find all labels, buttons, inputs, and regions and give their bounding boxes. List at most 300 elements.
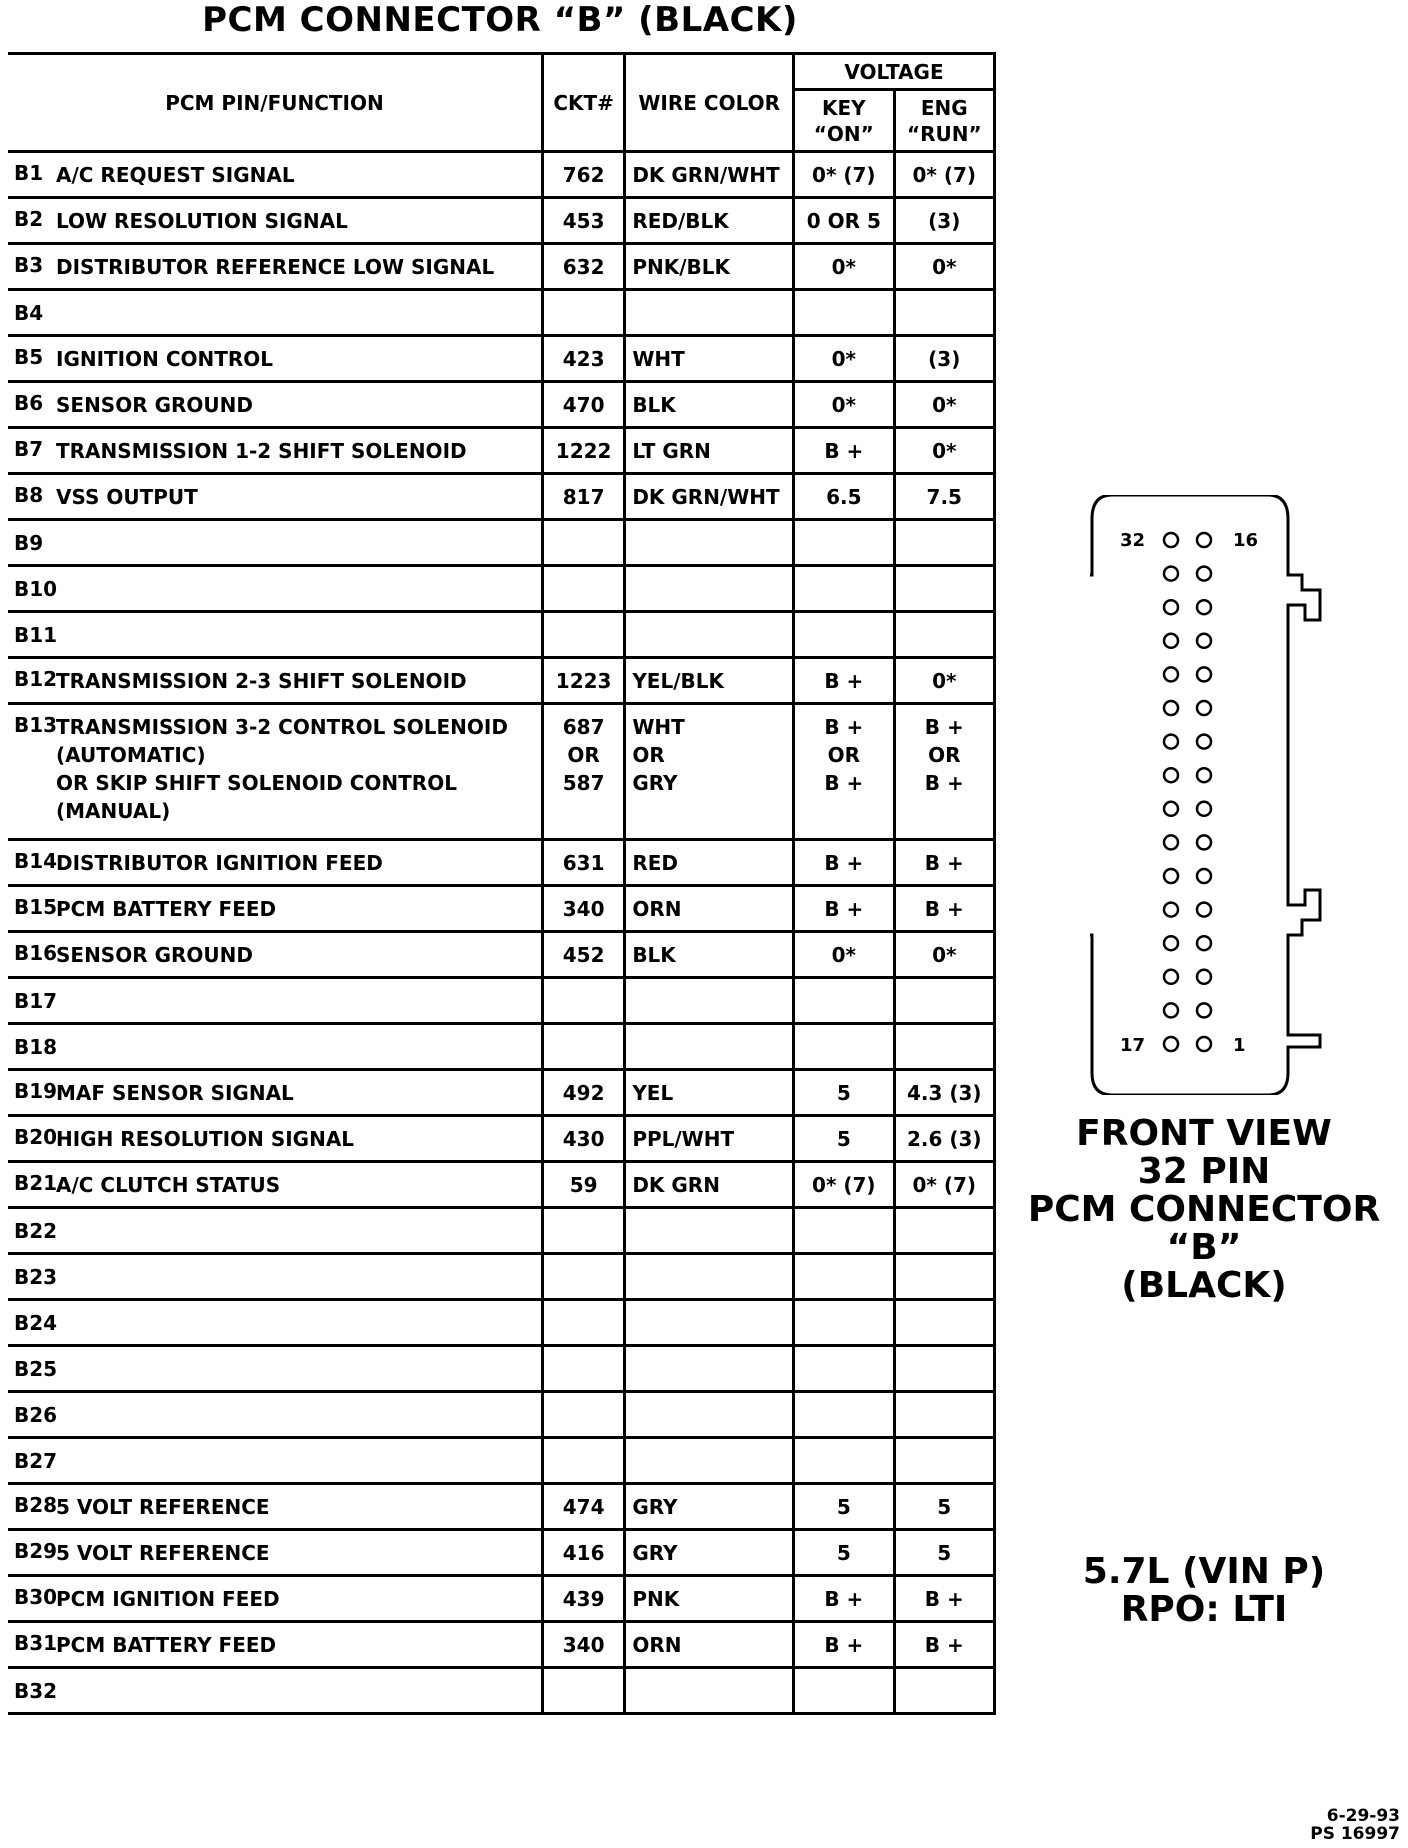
pin-hole-icon xyxy=(1197,735,1211,749)
wire-color-cell xyxy=(625,382,794,428)
table-row xyxy=(8,612,995,658)
engine-caption xyxy=(1000,1553,1408,1629)
eng-run-cell-line: 0* (7) xyxy=(912,162,977,187)
pin-function xyxy=(56,437,467,465)
pin-function-line: TRANSMISSION 1-2 SHIFT SOLENOID xyxy=(56,438,467,463)
pin-function xyxy=(56,1585,280,1613)
pin-hole-icon xyxy=(1164,1003,1178,1017)
pin-hole-icon xyxy=(1197,768,1211,782)
pin-id: B10 xyxy=(14,576,58,601)
header-voltage: VOLTAGE xyxy=(794,54,995,90)
table-row xyxy=(8,1024,995,1070)
eng-run-cell-line: B + xyxy=(924,1586,964,1611)
key-on-cell-line: B + xyxy=(824,850,864,875)
pin-id: B25 xyxy=(14,1356,58,1381)
eng-run-cell xyxy=(894,1300,994,1346)
wire-color-cell-line: YEL xyxy=(632,1080,674,1105)
wire-color-cell xyxy=(625,1346,794,1392)
eng-run-cell-line: 0* xyxy=(932,942,957,967)
pin-id: B23 xyxy=(14,1264,58,1289)
pin-function-cell xyxy=(8,932,542,978)
eng-run-cell xyxy=(894,1530,994,1576)
key-on-cell-line: 0 OR 5 xyxy=(806,208,881,233)
pin-id: B22 xyxy=(14,1218,58,1243)
pin-id: B3 xyxy=(14,252,44,277)
eng-run-cell-line: OR xyxy=(928,743,961,767)
ckt-cell xyxy=(542,428,624,474)
key-on-cell xyxy=(794,932,894,978)
pin-function-cell xyxy=(8,1162,542,1208)
wire-color-cell xyxy=(625,840,794,886)
pin-function-cell xyxy=(8,1254,542,1300)
pin-id: B32 xyxy=(14,1678,58,1703)
pin-id: B29 xyxy=(14,1538,58,1563)
key-on-cell xyxy=(794,566,894,612)
table-row xyxy=(8,198,995,244)
pin-function-line: SENSOR GROUND xyxy=(56,392,253,417)
wire-color-cell-line: DK GRN/WHT xyxy=(632,162,780,187)
eng-run-cell xyxy=(894,1668,994,1714)
pin-function-line: (AUTOMATIC) xyxy=(56,743,206,767)
pin-id: B12 xyxy=(14,666,58,691)
pin-function-cell xyxy=(8,1484,542,1530)
pin-function-line: A/C REQUEST SIGNAL xyxy=(56,162,295,187)
pin-hole-icon xyxy=(1197,903,1211,917)
pin-function-cell xyxy=(8,1622,542,1668)
ckt-cell xyxy=(542,704,624,840)
pin-id: B15 xyxy=(14,894,58,919)
pin-id: B19 xyxy=(14,1078,58,1103)
pin-holes xyxy=(1164,533,1211,1051)
table-row xyxy=(8,1116,995,1162)
pin-hole-icon xyxy=(1197,970,1211,984)
eng-run-cell xyxy=(894,704,994,840)
table-row xyxy=(8,1484,995,1530)
table-row xyxy=(8,152,995,198)
key-on-cell xyxy=(794,1668,894,1714)
ckt-cell-line: 687 xyxy=(562,715,605,739)
wire-color-cell xyxy=(625,1208,794,1254)
key-on-cell-line: 5 xyxy=(836,1080,851,1105)
pin-id: B6 xyxy=(14,390,44,415)
pin-function-line: DISTRIBUTOR REFERENCE LOW SIGNAL xyxy=(56,254,495,279)
ckt-cell xyxy=(542,1116,624,1162)
pin-id: B4 xyxy=(14,300,44,325)
pin-function xyxy=(56,253,494,281)
eng-run-cell xyxy=(894,520,994,566)
key-on-cell-line: 0* xyxy=(831,942,856,967)
pin-function xyxy=(56,1079,294,1107)
pin-function-line: DISTRIBUTOR IGNITION FEED xyxy=(56,850,383,875)
key-on-cell xyxy=(794,1622,894,1668)
eng-run-cell-line: 0* xyxy=(932,668,957,693)
pin-function-cell xyxy=(8,1576,542,1622)
table-row xyxy=(8,978,995,1024)
table-row xyxy=(8,1392,995,1438)
ckt-cell xyxy=(542,840,624,886)
wire-color-cell-line: YEL/BLK xyxy=(632,668,724,693)
ckt-cell xyxy=(542,1346,624,1392)
key-on-cell xyxy=(794,336,894,382)
key-on-cell xyxy=(794,1070,894,1116)
pin-hole-icon xyxy=(1197,533,1211,547)
pin-hole-icon xyxy=(1197,1003,1211,1017)
wire-color-cell-line: BLK xyxy=(632,392,676,417)
pin-function-cell xyxy=(8,566,542,612)
pin-function-cell xyxy=(8,1438,542,1484)
table-row xyxy=(8,336,995,382)
pin-function-line: (MANUAL) xyxy=(56,799,171,823)
wire-color-cell-line: LT GRN xyxy=(632,438,711,463)
wire-color-cell xyxy=(625,612,794,658)
ckt-cell xyxy=(542,1438,624,1484)
key-on-cell-line: 5 xyxy=(836,1540,851,1565)
table-row xyxy=(8,428,995,474)
eng-run-cell xyxy=(894,1438,994,1484)
table-row xyxy=(8,704,995,840)
eng-run-cell xyxy=(894,1346,994,1392)
pin-function-line: OR SKIP SHIFT SOLENOID CONTROL xyxy=(56,771,457,795)
key-on-cell xyxy=(794,1438,894,1484)
wire-color-cell xyxy=(625,1530,794,1576)
footer-date: 6-29-93 xyxy=(1326,1806,1400,1826)
wire-color-cell xyxy=(625,978,794,1024)
pin-function-cell xyxy=(8,1346,542,1392)
table-row xyxy=(8,1162,995,1208)
header-wire-color: WIRE COLOR xyxy=(625,54,794,152)
caption-line-2: 32 PIN xyxy=(1137,1151,1271,1192)
key-on-cell xyxy=(794,658,894,704)
wire-color-cell xyxy=(625,428,794,474)
key-on-cell xyxy=(794,1346,894,1392)
pin-hole-icon xyxy=(1197,600,1211,614)
pin-hole-icon xyxy=(1164,701,1178,715)
table-row xyxy=(8,1254,995,1300)
key-on-cell-line: 0* xyxy=(831,346,856,371)
eng-run-cell xyxy=(894,658,994,704)
connector-label-32: 32 xyxy=(1119,530,1145,551)
ckt-cell-line: 1222 xyxy=(555,438,612,463)
table-row xyxy=(8,1438,995,1484)
eng-run-cell xyxy=(894,1116,994,1162)
ckt-cell-line: 430 xyxy=(562,1126,605,1151)
pin-hole-icon xyxy=(1197,802,1211,816)
ckt-cell-line: 817 xyxy=(562,484,605,509)
header-eng-run-line2: “RUN” xyxy=(906,121,982,146)
pin-function xyxy=(56,1171,280,1199)
wire-color-cell xyxy=(625,1622,794,1668)
key-on-cell xyxy=(794,474,894,520)
pin-function xyxy=(56,391,253,419)
connector-label-16: 16 xyxy=(1233,530,1259,551)
pin-hole-icon xyxy=(1197,701,1211,715)
pin-function-line: TRANSMISSION 3-2 CONTROL SOLENOID xyxy=(56,715,508,739)
wire-color-cell xyxy=(625,1070,794,1116)
eng-run-cell xyxy=(894,336,994,382)
pin-id: B31 xyxy=(14,1630,58,1655)
pin-function-cell xyxy=(8,1300,542,1346)
wire-color-cell xyxy=(625,1576,794,1622)
wire-color-cell xyxy=(625,198,794,244)
wire-color-cell xyxy=(625,520,794,566)
pin-function-cell xyxy=(8,1530,542,1576)
pin-id: B18 xyxy=(14,1034,58,1059)
header-eng-run xyxy=(894,90,994,152)
pin-function-line: PCM BATTERY FEED xyxy=(56,1632,277,1657)
pin-hole-icon xyxy=(1164,768,1178,782)
pin-function xyxy=(56,345,273,373)
pin-function-line: IGNITION CONTROL xyxy=(56,346,274,371)
wire-color-cell-line: DK GRN/WHT xyxy=(632,484,780,509)
table-row xyxy=(8,1530,995,1576)
pin-function xyxy=(56,1125,354,1153)
eng-run-cell xyxy=(894,612,994,658)
pin-id: B28 xyxy=(14,1492,58,1517)
eng-run-cell xyxy=(894,566,994,612)
eng-run-cell xyxy=(894,1622,994,1668)
ckt-cell-line: 631 xyxy=(562,850,605,875)
pin-id: B24 xyxy=(14,1310,58,1335)
ckt-cell-line: 439 xyxy=(562,1586,605,1611)
table-row xyxy=(8,1208,995,1254)
eng-run-cell xyxy=(894,1484,994,1530)
table-row xyxy=(8,840,995,886)
eng-run-cell-line: 2.6 (3) xyxy=(906,1126,982,1151)
wire-color-cell-line: PPL/WHT xyxy=(632,1126,735,1151)
key-on-cell xyxy=(794,1208,894,1254)
pin-id: B2 xyxy=(14,206,44,231)
table-row xyxy=(8,290,995,336)
pin-hole-icon xyxy=(1164,1037,1178,1051)
ckt-cell-line: 452 xyxy=(562,942,605,967)
key-on-cell xyxy=(794,244,894,290)
pin-function-cell xyxy=(8,382,542,428)
key-on-cell xyxy=(794,886,894,932)
eng-run-cell-line: (3) xyxy=(928,208,961,233)
ckt-cell-line: 59 xyxy=(569,1172,598,1197)
key-on-cell xyxy=(794,198,894,244)
key-on-cell xyxy=(794,428,894,474)
pin-function-cell xyxy=(8,612,542,658)
pin-function xyxy=(56,207,348,235)
pin-hole-icon xyxy=(1197,869,1211,883)
ckt-cell-line: 587 xyxy=(562,771,605,795)
eng-run-cell xyxy=(894,840,994,886)
pin-function-cell xyxy=(8,1116,542,1162)
wire-color-cell xyxy=(625,1024,794,1070)
header-pin-function: PCM PIN/FUNCTION xyxy=(8,54,542,152)
key-on-cell xyxy=(794,1392,894,1438)
pin-hole-icon xyxy=(1164,936,1178,950)
eng-run-cell-line: B + xyxy=(924,896,964,921)
wire-color-cell xyxy=(625,336,794,382)
ckt-cell xyxy=(542,1162,624,1208)
pin-hole-icon xyxy=(1197,567,1211,581)
eng-run-cell-line: 0* xyxy=(932,392,957,417)
pin-function xyxy=(56,667,467,695)
table-row xyxy=(8,886,995,932)
eng-run-cell-line: 5 xyxy=(937,1494,952,1519)
key-on-cell-line: 5 xyxy=(836,1494,851,1519)
ckt-cell xyxy=(542,1668,624,1714)
pin-function-cell xyxy=(8,1392,542,1438)
pin-function-cell xyxy=(8,886,542,932)
eng-run-cell-line: B + xyxy=(924,1632,964,1657)
wire-color-cell xyxy=(625,152,794,198)
pin-table-body xyxy=(8,152,995,1714)
eng-run-cell xyxy=(894,474,994,520)
eng-run-cell xyxy=(894,244,994,290)
pin-id: B7 xyxy=(14,436,44,461)
key-on-cell-line: 6.5 xyxy=(826,484,862,509)
ckt-cell xyxy=(542,932,624,978)
table-row xyxy=(8,1622,995,1668)
footer-ps-number: PS 16997 xyxy=(1310,1824,1400,1844)
pin-id: B20 xyxy=(14,1124,58,1149)
wire-color-cell xyxy=(625,886,794,932)
engine-line-2: RPO: LTI xyxy=(1120,1589,1288,1630)
table-row xyxy=(8,1668,995,1714)
ckt-cell xyxy=(542,1622,624,1668)
connector-outline-icon xyxy=(1090,495,1320,1095)
pin-function-line: 5 VOLT REFERENCE xyxy=(56,1540,270,1565)
pin-function xyxy=(56,1539,270,1567)
pin-function-cell xyxy=(8,290,542,336)
pin-function-cell xyxy=(8,244,542,290)
eng-run-cell xyxy=(894,886,994,932)
ckt-cell xyxy=(542,1530,624,1576)
wire-color-cell xyxy=(625,1162,794,1208)
ckt-cell xyxy=(542,290,624,336)
table-row xyxy=(8,520,995,566)
key-on-cell-line: B + xyxy=(824,668,864,693)
pin-hole-icon xyxy=(1164,634,1178,648)
ckt-cell-line: 474 xyxy=(562,1494,605,1519)
eng-run-cell-line: (3) xyxy=(928,346,961,371)
ckt-cell xyxy=(542,474,624,520)
engine-line-1: 5.7L (VIN P) xyxy=(1082,1551,1326,1592)
eng-run-cell xyxy=(894,1162,994,1208)
table-row xyxy=(8,566,995,612)
wire-color-cell xyxy=(625,1254,794,1300)
key-on-cell xyxy=(794,1300,894,1346)
header-key-on-line1: KEY xyxy=(821,95,866,120)
pin-id: B21 xyxy=(14,1170,58,1195)
ckt-cell xyxy=(542,1484,624,1530)
pin-id: B1 xyxy=(14,160,44,185)
eng-run-cell xyxy=(894,290,994,336)
pin-function xyxy=(56,161,295,189)
eng-run-cell xyxy=(894,198,994,244)
pin-hole-icon xyxy=(1197,835,1211,849)
caption-line-3: PCM CONNECTOR “B” xyxy=(1027,1189,1381,1268)
wire-color-cell xyxy=(625,1116,794,1162)
pin-function xyxy=(56,895,276,923)
eng-run-cell xyxy=(894,382,994,428)
ckt-cell xyxy=(542,244,624,290)
wire-color-cell xyxy=(625,566,794,612)
ckt-cell xyxy=(542,1392,624,1438)
pin-function-line: TRANSMISSION 2-3 SHIFT SOLENOID xyxy=(56,668,467,693)
ckt-cell-line: 423 xyxy=(562,346,605,371)
pin-id: B26 xyxy=(14,1402,58,1427)
wire-color-cell-line: RED xyxy=(632,850,678,875)
ckt-cell-line: 762 xyxy=(562,162,605,187)
wire-color-cell-line: GRY xyxy=(632,771,678,795)
ckt-cell-line: 632 xyxy=(562,254,605,279)
wire-color-cell xyxy=(625,932,794,978)
header-eng-run-line1: ENG xyxy=(920,95,968,120)
wire-color-cell-line: PNK/BLK xyxy=(632,254,730,279)
eng-run-cell xyxy=(894,1024,994,1070)
pin-function-line: PCM IGNITION FEED xyxy=(56,1586,280,1611)
pin-id: B13 xyxy=(14,713,58,737)
connector-label-1: 1 xyxy=(1233,1035,1246,1056)
pin-hole-icon xyxy=(1164,869,1178,883)
pin-hole-icon xyxy=(1164,835,1178,849)
pin-id: B8 xyxy=(14,482,44,507)
wire-color-cell xyxy=(625,1484,794,1530)
pin-table xyxy=(8,52,996,1715)
wire-color-cell xyxy=(625,1300,794,1346)
pin-function xyxy=(56,849,383,877)
ckt-cell-line: 340 xyxy=(562,1632,605,1657)
ckt-cell xyxy=(542,978,624,1024)
wire-color-cell xyxy=(625,474,794,520)
pin-id: B27 xyxy=(14,1448,58,1473)
eng-run-cell xyxy=(894,152,994,198)
eng-run-cell-line: 0* xyxy=(932,438,957,463)
eng-run-cell xyxy=(894,932,994,978)
pin-function-cell xyxy=(8,658,542,704)
eng-run-cell xyxy=(894,1070,994,1116)
key-on-cell-line: 0* xyxy=(831,254,856,279)
pin-function-cell xyxy=(8,520,542,566)
pin-function-cell xyxy=(8,1070,542,1116)
pin-function-line: PCM BATTERY FEED xyxy=(56,896,277,921)
pin-function xyxy=(56,483,198,511)
pin-hole-icon xyxy=(1197,634,1211,648)
table-row xyxy=(8,382,995,428)
ckt-cell xyxy=(542,886,624,932)
pin-function-line: VSS OUTPUT xyxy=(56,484,198,509)
wire-color-cell xyxy=(625,244,794,290)
wire-color-cell xyxy=(625,1438,794,1484)
key-on-cell-line: B + xyxy=(824,896,864,921)
key-on-cell xyxy=(794,1484,894,1530)
table-row xyxy=(8,244,995,290)
eng-run-cell xyxy=(894,1392,994,1438)
ckt-cell xyxy=(542,336,624,382)
ckt-cell xyxy=(542,1208,624,1254)
pin-hole-icon xyxy=(1197,667,1211,681)
ckt-cell-line: 1223 xyxy=(555,668,612,693)
pin-function-line: 5 VOLT REFERENCE xyxy=(56,1494,270,1519)
pin-function-cell xyxy=(8,1208,542,1254)
eng-run-cell-line: 5 xyxy=(937,1540,952,1565)
pin-id: B17 xyxy=(14,988,58,1013)
pin-hole-icon xyxy=(1164,567,1178,581)
connector-diagram xyxy=(1090,495,1330,1095)
pin-id: B16 xyxy=(14,940,58,965)
key-on-cell-line: B + xyxy=(824,1586,864,1611)
pin-function-line: LOW RESOLUTION SIGNAL xyxy=(56,208,348,233)
pin-id: B9 xyxy=(14,530,44,555)
eng-run-cell xyxy=(894,1208,994,1254)
key-on-cell xyxy=(794,1162,894,1208)
pin-function-cell xyxy=(8,1668,542,1714)
pin-function-line: A/C CLUTCH STATUS xyxy=(56,1172,281,1197)
